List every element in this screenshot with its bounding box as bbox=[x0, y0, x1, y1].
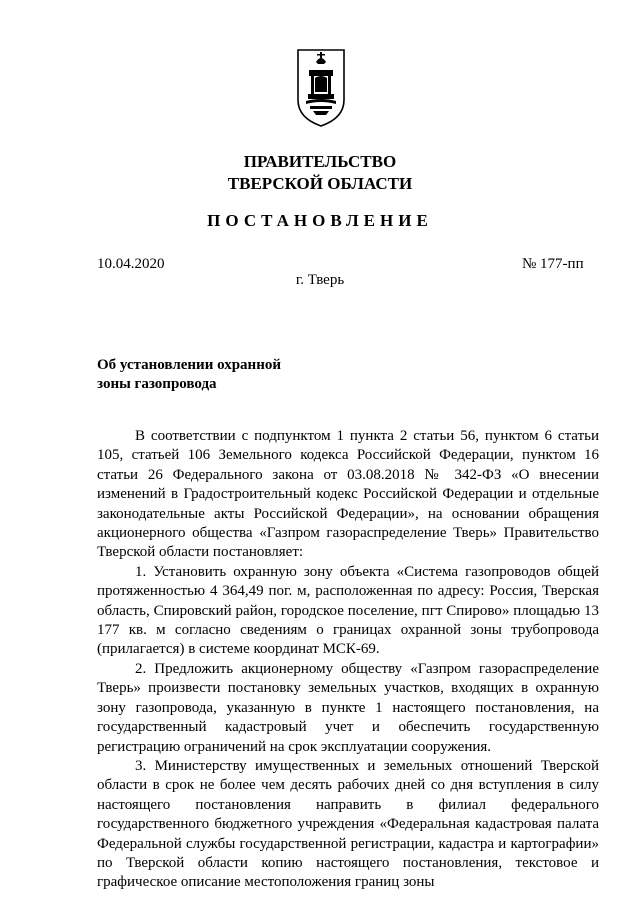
subject-line2: зоны газопровода bbox=[97, 376, 217, 392]
coat-of-arms-icon bbox=[296, 48, 346, 128]
document-subject bbox=[97, 356, 281, 394]
preamble-paragraph: В соответствии с подпунктом 1 пункта 2 статьи 56, пунктом 6 статьи 105, статьей 106 Земельного кодекса Российской Федерации, пунктом 16 статьи 26 Федерального закона от 03.08.2018 № 342-ФЗ «О внесении изменений в Градостроительный кодекс Российской Федерации и отдельные законодательные акты Российской Федерации», на основании обращения акционерного общества «Газпром газораспределение Тверь» Правительство Тверской области постановляет: bbox=[97, 428, 599, 561]
document-city: г. Тверь bbox=[295, 272, 345, 288]
subject-line1: Об установлении охранной bbox=[97, 357, 281, 373]
document-number: № 177-пп bbox=[522, 256, 584, 272]
document-type-title: ПОСТАНОВЛЕНИЕ bbox=[207, 211, 433, 230]
document-body bbox=[97, 427, 599, 893]
government-name-line2: ТВЕРСКОЙ ОБЛАСТИ bbox=[227, 174, 413, 193]
document-date: 10.04.2020 bbox=[97, 256, 165, 272]
item-3-paragraph: 3. Министерству имущественных и земельных отношений Тверской области в срок не более чем десять рабочих дней со дня вступления в силу настоящего постановления направить в филиал федерального государственного бюджетного учреждения «Федеральная кадастровая палата Федеральной службы государственной регистрации, кадастра и картографии» по Тверской области копию настоящего постановления, текстовое и графическое описание местоположения границ зоны bbox=[97, 757, 599, 891]
item-2-paragraph: 2. Предложить акционерному обществу «Газпром газораспределение Тверь» произвести постановку земельных участков, входящих в охранную зону газопровода, указанную в пункте 1 настоящего постановления, на государственный кадастровый учет и обеспечить государственную регистрацию ограничений на срок эксплуатации сооружения. bbox=[97, 660, 599, 755]
government-name-line1: ПРАВИТЕЛЬСТВО bbox=[243, 152, 397, 171]
item-1-paragraph: 1. Установить охранную зону объекта «Система газопроводов общей протяженностью 4 364,49 пог. м, расположенная по адресу: Россия, Тверская область, Спировский район, городское поселение, пгт Спирово» площадью 13 177 кв. м согласно сведениям о границах охранной зоны трубопровода (прилагается) в системе координат МСК-69. bbox=[97, 563, 599, 658]
